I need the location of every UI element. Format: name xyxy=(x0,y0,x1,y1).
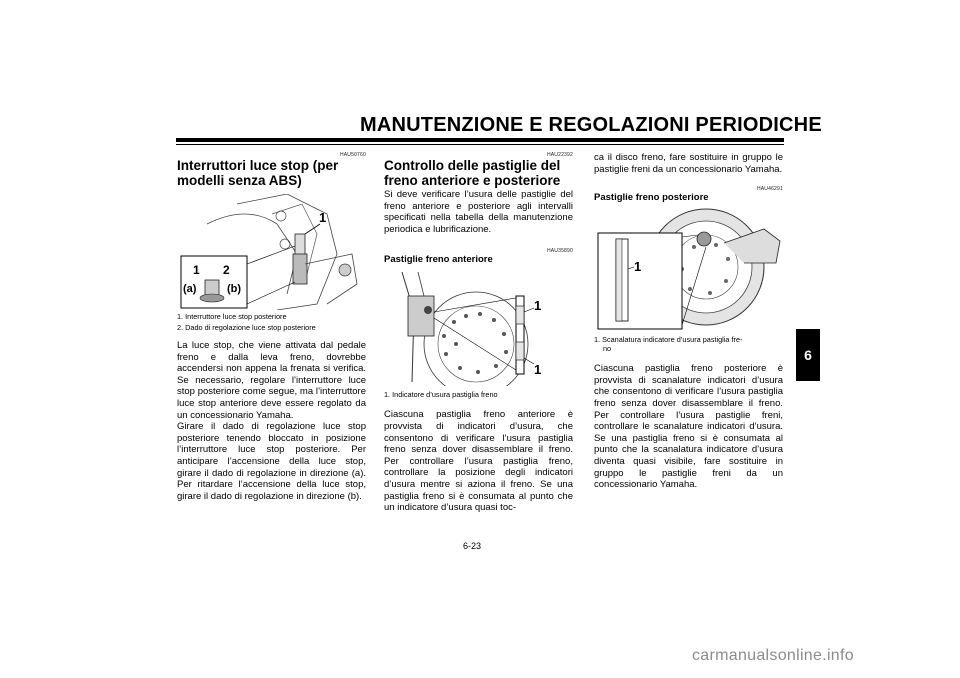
intro-paragraph: Si deve verificare l’usura delle pastiglie del freno anteriore e posteriore agli intervalli specificati nella tabella della manutenzione periodica e lubrificazione. xyxy=(384,189,573,235)
direction-a-label: (a) xyxy=(183,283,197,295)
column-brake-pads xyxy=(384,152,573,514)
chapter-tab: 6 xyxy=(796,329,820,381)
body-paragraph: La luce stop, che viene attivata dal pedale freno e dalla leva freno, dovrebbe accendersi non appena la frenata si verifica. Se necessario, regolare l’interruttore luce stop posteriore come segue, ma l’interruttore luce stop anteriore deve essere regolato da un concessionario Yamaha. xyxy=(177,340,366,421)
body-paragraph: Ciascuna pastiglia freno posteriore è provvista di scanalature indicatori d’usura che consentono di verificare l’usura pastiglia freno senza dover disassemblare il freno. Per controllare l’usura pastiglie freni, controllare le scanalature indicatori d’usura. Se una pastiglia freno si è consumata al punto che la scanalatura indicatore d’usura diventa quasi visibile, fare sostituire in gruppo le pastiglie freni da un concessionario Yamaha. xyxy=(594,363,783,491)
subsection-heading: Pastiglie freno posteriore xyxy=(594,192,709,204)
wear-indicator-label-top: 1 xyxy=(534,298,542,314)
header-rule-thin xyxy=(176,144,784,145)
figure-caption-cont: no xyxy=(603,344,612,354)
subsection-code: HAU35890 xyxy=(546,248,573,255)
section-heading: Interruttori luce stop (per modelli senza ABS) xyxy=(177,158,339,188)
body-paragraph: Girare il dado di regolazione luce stop posteriore tenendo bloccato in posizione l’interruttore luce stop posteriore. Per anticipare l’accensione della luce stop, girare il dado di regolazione in direzione (a). Per ritardare l’accensione della luce stop, girare il dado di regolazione in direzione (b). xyxy=(177,421,366,502)
page-number: 6-23 xyxy=(463,541,482,551)
direction-b-label: (b) xyxy=(227,283,242,295)
figure-caption-1: 1. Interruttore luce stop posteriore xyxy=(177,312,287,321)
subsection-heading: Pastiglie freno anteriore xyxy=(384,254,493,266)
subsection-code: HAU46291 xyxy=(756,186,783,193)
continuation-paragraph: ca il disco freno, fare sostituire in gruppo le pastiglie freni da un concessionario Yamaha. xyxy=(594,152,783,175)
inset-label-1: 1 xyxy=(193,263,200,277)
figure-caption: 1. Indicatore d’usura pastiglia freno xyxy=(384,390,498,400)
header-rule xyxy=(176,138,784,142)
column-rear-brake-pads xyxy=(594,152,783,491)
section-code: HAU22392 xyxy=(546,152,573,158)
watermark: carmanualsonline.info xyxy=(692,647,854,664)
inset-label-2: 2 xyxy=(223,263,230,277)
wear-indicator-label-bottom: 1 xyxy=(534,362,542,378)
column-brake-light-switch xyxy=(177,152,366,502)
body-paragraph: Ciascuna pastiglia freno anteriore è provvista di indicatori d’usura, che consentono di verificare l’usura pastiglia freno senza dover disassemblare il freno. Per controllare l’usura pastiglia freno, controllare la posizione degli indicatori d’usura mentre si aziona il freno. Se una pastiglia freno si è consumata al punto che un indicatore d’usura quasi toc- xyxy=(384,409,573,514)
section-code: HAU50760 xyxy=(339,152,366,158)
page-title: MANUTENZIONE E REGOLAZIONI PERIODICHE xyxy=(360,114,822,136)
brake-light-switch-figure xyxy=(177,194,366,310)
wear-groove-label: 1 xyxy=(634,259,642,275)
section-heading: Controllo delle pastiglie del freno anteriore e posteriore xyxy=(384,158,561,188)
figure-caption: 1. Scanalatura indicatore d’usura pastiglia fre- xyxy=(594,335,743,345)
figure-caption-2: 2. Dado di regolazione luce stop posteriore xyxy=(177,323,316,332)
front-brake-pad-figure xyxy=(384,272,573,386)
rear-brake-pad-figure xyxy=(594,207,783,331)
figure-callout-1: 1 xyxy=(319,210,327,225)
